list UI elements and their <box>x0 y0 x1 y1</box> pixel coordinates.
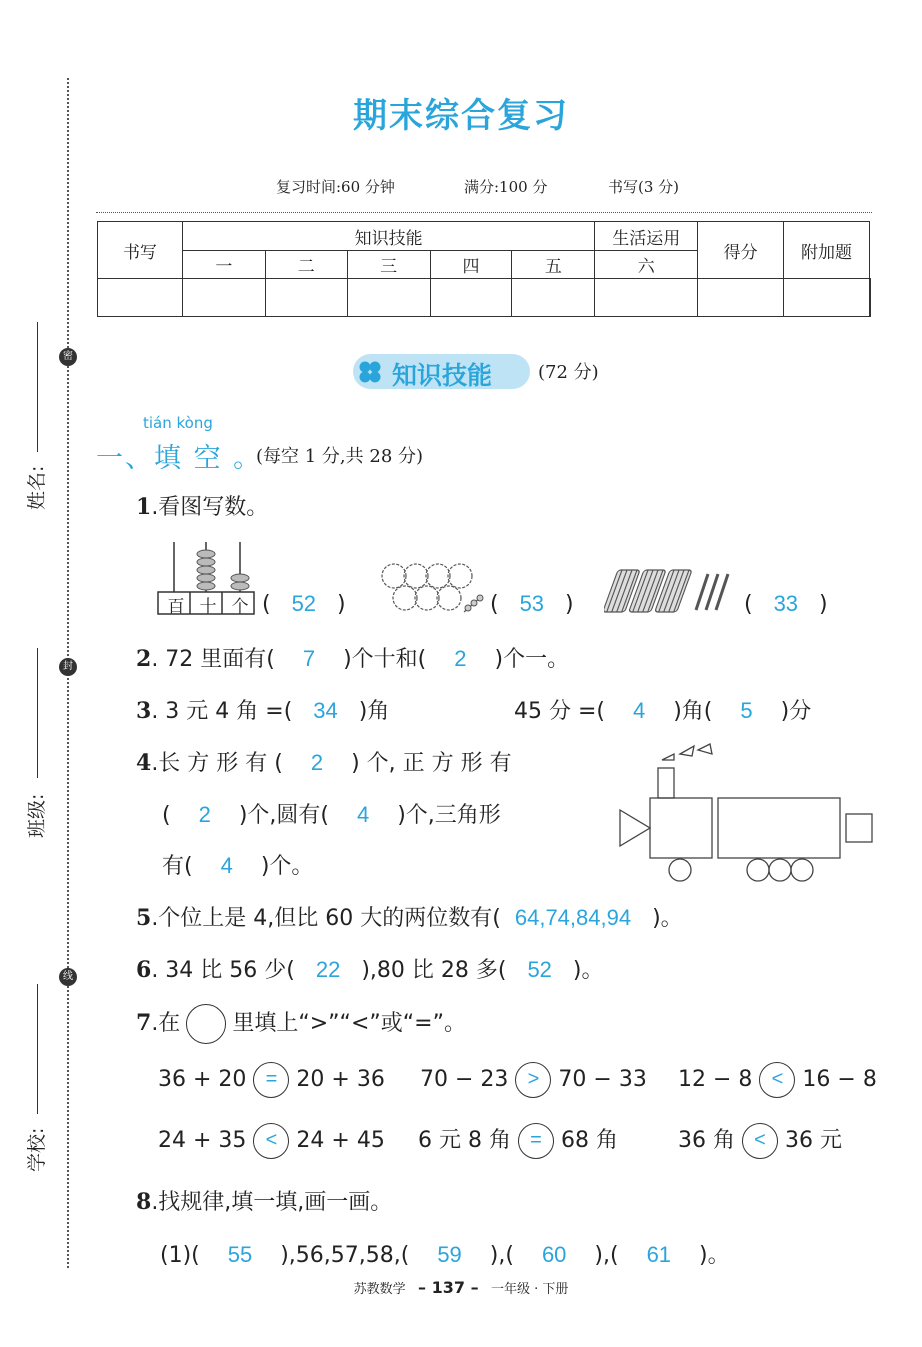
compare-2: 70 − 23 > 70 − 33 <box>420 1062 647 1098</box>
question-3-part-b: 45 分 =( 4 )角( 5 )分 <box>514 698 812 724</box>
class-label: 班级: <box>26 793 48 838</box>
empty-circle <box>186 1004 226 1044</box>
question-4-line-3: 有( 4 )个。 <box>162 853 314 879</box>
col-life: 生活运用 <box>595 222 698 251</box>
score-cell[interactable] <box>784 279 870 317</box>
question-2: 2. 72 里面有( 7 )个十和( 2 )个一。 <box>136 646 570 672</box>
score-cell[interactable] <box>182 279 265 317</box>
question-6: 6. 34 比 56 少( 22 ),80 比 28 多( 52 )。 <box>136 957 604 983</box>
compare-6: 36 角 < 36 元 <box>678 1123 842 1159</box>
score-cell[interactable] <box>595 279 698 317</box>
review-time: 复习时间:60 分钟 <box>276 178 395 196</box>
score-table <box>97 221 871 317</box>
part-title: 一、填 空 。 <box>96 443 263 474</box>
page-number: – 137 – <box>418 1278 479 1297</box>
compare-circle[interactable]: < <box>759 1062 795 1098</box>
compare-3: 12 − 8 < 16 − 8 <box>678 1062 877 1098</box>
name-blank-line <box>37 322 38 452</box>
part-pinyin: tián kòng <box>143 414 213 432</box>
header-separator <box>96 212 872 213</box>
question-8-sub-1: (1)( 55 ),56,57,58,( 59 ),( 60 ),( 61 )。 <box>160 1242 730 1268</box>
seal-mark-xian: 线 <box>59 968 77 986</box>
question-8: 8.找规律,填一填,画一画。 <box>136 1189 393 1215</box>
footer-grade: 一年级 · 下册 <box>490 1282 569 1297</box>
seal-mark-feng: 封 <box>59 658 77 676</box>
school-blank-line <box>37 984 38 1114</box>
writing-score: 书写(3 分) <box>608 178 680 196</box>
score-cell[interactable] <box>870 279 871 317</box>
compare-circle[interactable]: = <box>518 1123 554 1159</box>
score-cell[interactable] <box>512 279 595 317</box>
compare-circle[interactable]: = <box>253 1062 289 1098</box>
compare-5: 6 元 8 角 = 68 角 <box>418 1123 618 1159</box>
seal-mark-mi: 密 <box>59 348 77 366</box>
score-cell[interactable] <box>98 279 183 317</box>
abacus-labels: 百 十 个 <box>167 597 249 617</box>
bead-rings-picture <box>378 560 488 618</box>
question-1: 1.看图写数。 <box>136 494 269 520</box>
col-1: 一 <box>182 251 265 279</box>
page-title: 期末综合复习 <box>353 96 569 136</box>
page-footer <box>0 1278 922 1297</box>
question-5: 5.个位上是 4,但比 60 大的两位数有( 64,74,84,94 )。 <box>136 905 683 931</box>
col-5: 五 <box>512 251 595 279</box>
clover-icon <box>358 360 382 384</box>
score-cell[interactable] <box>347 279 430 317</box>
compare-circle[interactable]: > <box>515 1062 551 1098</box>
compare-1: 36 + 20 = 20 + 36 <box>158 1062 385 1098</box>
question-7: 7.在 里填上“>”“<”或“=”。 <box>136 1004 466 1044</box>
section-score: (72 分) <box>538 362 599 383</box>
full-score: 满分:100 分 <box>464 178 548 196</box>
col-4: 四 <box>430 251 512 279</box>
compare-circle[interactable]: < <box>742 1123 778 1159</box>
question-4-line-2: ( 2 )个,圆有( 4 )个,三角形 <box>162 802 501 828</box>
col-2: 二 <box>265 251 347 279</box>
class-blank-line <box>37 648 38 778</box>
score-cell[interactable] <box>430 279 512 317</box>
compare-4: 24 + 35 < 24 + 45 <box>158 1123 385 1159</box>
score-cell[interactable] <box>265 279 347 317</box>
col-3: 三 <box>347 251 430 279</box>
school-label: 学校: <box>26 1127 48 1172</box>
compare-circle[interactable]: < <box>253 1123 289 1159</box>
q1-answer-2: ( 53 ) <box>490 591 574 617</box>
q1-answer-3: ( 33 ) <box>744 591 828 617</box>
section-title: 知识技能 <box>392 361 493 390</box>
name-label: 姓名: <box>26 465 48 510</box>
score-cell[interactable] <box>698 279 784 317</box>
train-shapes-picture <box>614 740 876 886</box>
stick-bundles-picture <box>604 566 738 618</box>
question-4-line-1: 4.长 方 形 有 ( 2 ) 个, 正 方 形 有 <box>136 750 512 776</box>
col-extra: 附加题 <box>784 222 870 279</box>
col-writing: 书写 <box>98 222 183 279</box>
footer-book: 苏教数学 <box>353 1282 406 1297</box>
col-knowledge: 知识技能 <box>182 222 594 251</box>
col-score: 得分 <box>698 222 784 279</box>
part-note: (每空 1 分,共 28 分) <box>256 446 424 467</box>
col-6: 六 <box>595 251 698 279</box>
question-3: 3. 3 元 4 角 =( 34 )角 <box>136 698 390 724</box>
q1-answer-1: ( 52 ) <box>262 591 346 617</box>
